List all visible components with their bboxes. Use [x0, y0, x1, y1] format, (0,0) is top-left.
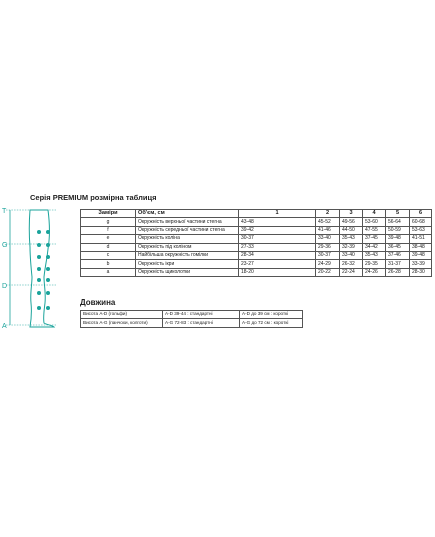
size-value-cell: 26-32 — [340, 260, 363, 268]
length-table-row — [81, 319, 303, 327]
size-value-cell: 31-37 — [386, 260, 410, 268]
size-value-cell: 35-43 — [340, 235, 363, 243]
length-cell: A-G до 72 см : короткі — [240, 319, 303, 327]
measure-description: Окружність верхньої частини стегна — [136, 218, 239, 226]
size-table-row — [81, 226, 432, 234]
size-value-cell: 53-60 — [363, 218, 386, 226]
measure-code: e — [81, 235, 136, 243]
size-value-cell: 22-24 — [340, 268, 363, 276]
size-table-row — [81, 251, 432, 259]
size-value-cell: 43-48 — [239, 218, 316, 226]
size-value-cell: 41-51 — [410, 235, 432, 243]
size-value-cell: 56-64 — [386, 218, 410, 226]
length-cell: Висота A-G (панчохи, колготи) — [81, 319, 163, 327]
length-table-row — [81, 311, 303, 319]
level-letter-t: T — [2, 208, 7, 215]
size-value-cell: 37-46 — [386, 251, 410, 259]
header-size-4: 4 — [363, 210, 386, 218]
size-value-cell: 49-56 — [340, 218, 363, 226]
size-value-cell: 53-63 — [410, 226, 432, 234]
measurement-dots — [37, 230, 50, 310]
header-size-3: 3 — [340, 210, 363, 218]
length-title: Довжина — [80, 298, 116, 307]
size-table-row — [81, 218, 432, 226]
size-table-row — [81, 243, 432, 251]
size-value-cell: 38-48 — [410, 243, 432, 251]
size-value-cell: 33-39 — [410, 260, 432, 268]
header-size-6: 6 — [410, 210, 432, 218]
size-value-cell: 28-30 — [410, 268, 432, 276]
size-table-row — [81, 260, 432, 268]
size-value-cell: 45-52 — [316, 218, 340, 226]
measure-description: Окружність під коліном — [136, 243, 239, 251]
size-value-cell: 26-28 — [386, 268, 410, 276]
measure-description: Окружність ікри — [136, 260, 239, 268]
level-letter-g: G — [2, 242, 8, 249]
size-value-cell: 60-68 — [410, 218, 432, 226]
size-value-cell: 36-45 — [386, 243, 410, 251]
length-cell: Висота A-D (гольфи) — [81, 311, 163, 319]
size-value-cell: 30-37 — [316, 251, 340, 259]
size-value-cell: 20-22 — [316, 268, 340, 276]
measure-code: c — [81, 251, 136, 259]
size-value-cell: 32-39 — [340, 243, 363, 251]
length-cell: A-D 39-44 : стандартні — [163, 311, 240, 319]
measure-description: Окружність щиколотки — [136, 268, 239, 276]
size-value-cell: 39-48 — [410, 251, 432, 259]
size-value-cell: 28-34 — [239, 251, 316, 259]
measure-description: Окружність коліна — [136, 235, 239, 243]
size-table-row — [81, 268, 432, 276]
level-letter-a: A — [2, 323, 7, 330]
measure-code: b — [81, 260, 136, 268]
size-value-cell: 18-20 — [239, 268, 316, 276]
size-value-cell: 33-40 — [316, 235, 340, 243]
series-title: Серія PREMIUM розмірна таблиця — [30, 193, 157, 202]
size-value-cell: 23-27 — [239, 260, 316, 268]
measure-description: Найбільша окружність гомілки — [136, 251, 239, 259]
size-table-row — [81, 235, 432, 243]
size-value-cell: 50-59 — [386, 226, 410, 234]
leg-silhouette — [29, 210, 54, 327]
header-measure: Заміри — [81, 210, 136, 218]
measure-code: d — [81, 243, 136, 251]
size-value-cell: 47-55 — [363, 226, 386, 234]
size-value-cell: 39-42 — [239, 226, 316, 234]
size-value-cell: 24-29 — [316, 260, 340, 268]
size-value-cell: 29-36 — [316, 243, 340, 251]
header-volume: Об'єм, см — [136, 210, 239, 218]
size-value-cell: 39-48 — [386, 235, 410, 243]
size-value-cell: 41-46 — [316, 226, 340, 234]
measure-code: g — [81, 218, 136, 226]
measure-code: a — [81, 268, 136, 276]
leg-measurement-figure — [0, 205, 70, 330]
measure-code: f — [81, 226, 136, 234]
size-table-header-row — [81, 210, 432, 218]
header-size-5: 5 — [386, 210, 410, 218]
size-value-cell: 24-26 — [363, 268, 386, 276]
length-cell: A-D до 39 см : короткі — [240, 311, 303, 319]
size-value-cell: 35-43 — [363, 251, 386, 259]
length-cell: A-G 72-83 : стандартні — [163, 319, 240, 327]
size-value-cell: 44-50 — [340, 226, 363, 234]
level-letter-d: D — [2, 283, 8, 290]
header-size-2: 2 — [316, 210, 340, 218]
measure-description: Окружність середньої частини стегна — [136, 226, 239, 234]
size-table — [80, 209, 432, 277]
size-value-cell: 37-45 — [363, 235, 386, 243]
size-value-cell: 30-37 — [239, 235, 316, 243]
header-size-1: 1 — [239, 210, 316, 218]
length-table — [80, 310, 303, 328]
size-value-cell: 33-40 — [340, 251, 363, 259]
size-value-cell: 29-35 — [363, 260, 386, 268]
size-value-cell: 34-42 — [363, 243, 386, 251]
size-value-cell: 27-33 — [239, 243, 316, 251]
